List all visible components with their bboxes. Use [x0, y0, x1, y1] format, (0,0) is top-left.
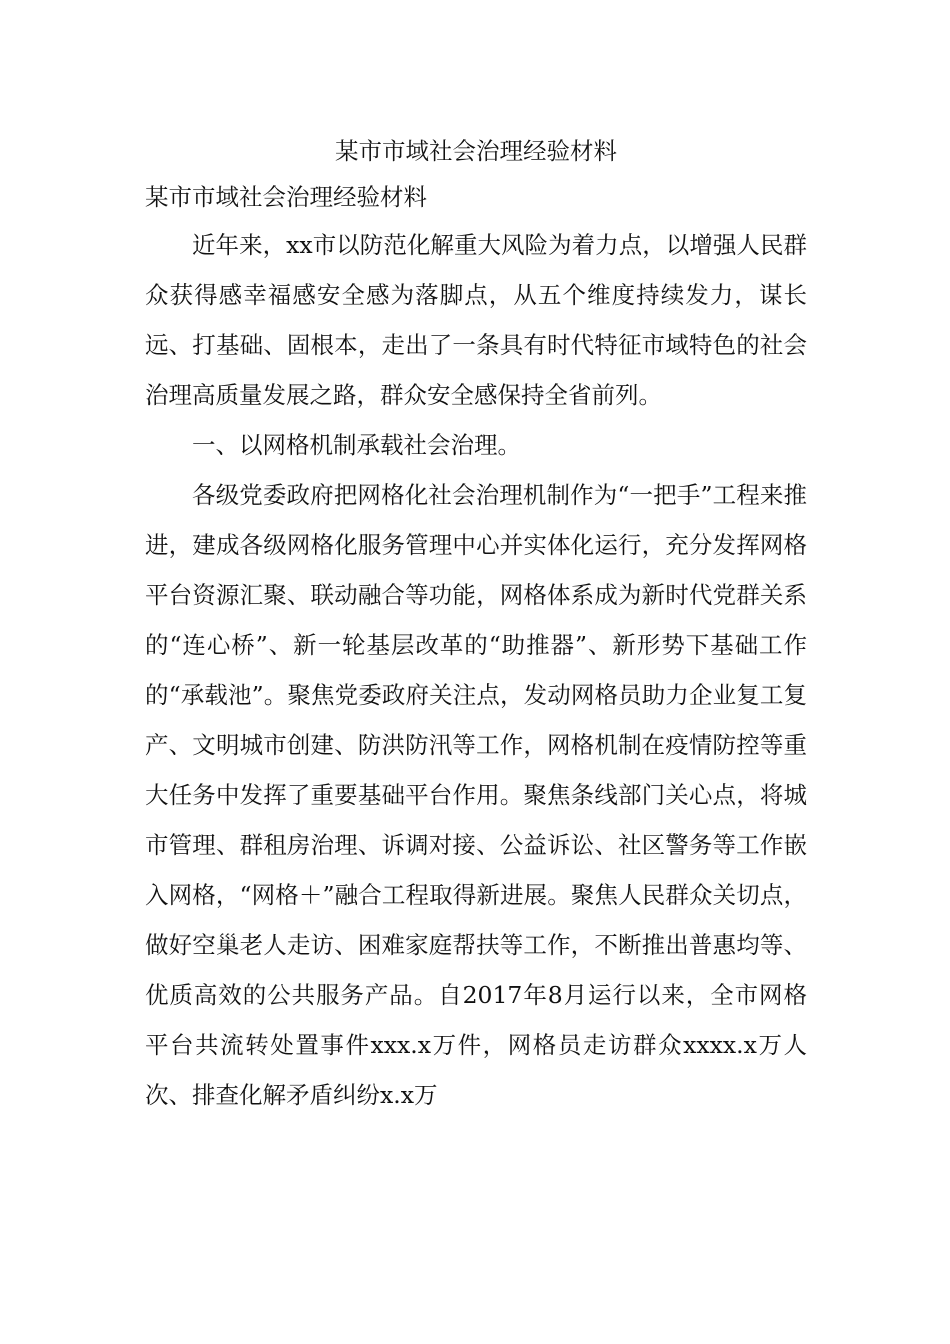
document-subtitle: 某市市域社会治理经验材料	[145, 183, 427, 211]
document-body	[145, 128, 807, 1120]
document-title: 某市市域社会治理经验材料	[335, 137, 617, 165]
section-heading-1: 一、以网格机制承载社会治理。	[192, 431, 521, 459]
intro-paragraph: 近年来，xx市以防范化解重大风险为着力点，以增强人民群众获得感幸福感安全感为落脚点，从五个维度持续发力，谋长远、打基础、固根本，走出了一条具有时代特征市域特色的社会治理高质量发展之路，群众安全感保持全省前列。	[145, 231, 807, 409]
section-1-paragraph: 各级党委政府把网格化社会治理机制作为“一把手”工程来推进，建成各级网格化服务管理中心并实体化运行，充分发挥网格平台资源汇聚、联动融合等功能，网格体系成为新时代党群关系的“连心桥”、新一轮基层改革的“助推器”、新形势下基础工作的“承载池”。聚焦党委政府关注点，发动网格员助力企业复工复产、文明城市创建、防洪防汛等工作，网格机制在疫情防控等重大任务中发挥了重要基础平台作用。聚焦条线部门关心点，将城市管理、群租房治理、诉调对接、公益诉讼、社区警务等工作嵌入网格，“网格＋”融合工程取得新进展。聚焦人民群众关切点，做好空巢老人走访、困难家庭帮扶等工作，不断推出普惠均等、优质高效的公共服务产品。自2017年8月运行以来，全市网格平台共流转处置事件xxx.x万件，网格员走访群众xxxx.x万人次、排查化解矛盾纠纷x.x万	[145, 481, 807, 1109]
